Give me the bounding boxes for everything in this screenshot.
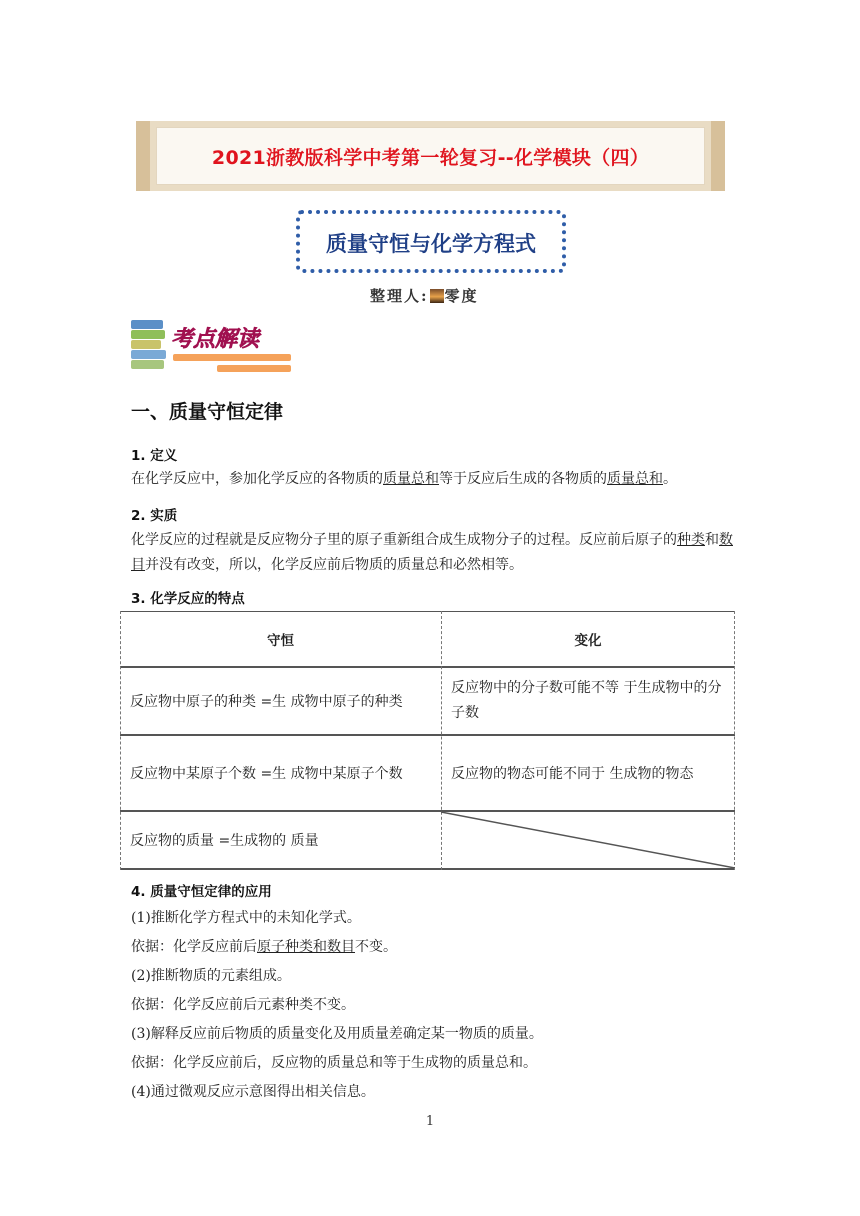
essence-underline-1: 种类 xyxy=(677,532,705,548)
table-cell: 反应物中某原子个数 =生 成物中某原子个数 xyxy=(130,766,403,782)
application-item-2: (2)推断物质的元素组成。 xyxy=(131,968,291,984)
section-badge xyxy=(131,318,293,376)
essence-text-b: 和 xyxy=(705,532,719,548)
sub-heading-characteristics: 3. 化学反应的特点 xyxy=(131,591,245,607)
sub-heading-applications: 4. 质量守恒定律的应用 xyxy=(131,884,272,900)
essence-paragraph xyxy=(131,528,733,578)
table-cell: 反应物中的分子数可能不等 于生成物中的分子数 xyxy=(451,680,722,721)
definition-text-c: 。 xyxy=(663,471,677,487)
characteristics-table xyxy=(120,611,735,870)
basis1-text-b: 不变。 xyxy=(355,939,397,955)
basis1-text-a: 依据：化学反应前后 xyxy=(131,939,257,955)
application-item-1: (1)推断化学方程式中的未知化学式。 xyxy=(131,910,361,926)
badge-label: 考点解读 xyxy=(171,327,260,352)
organizer-avatar-icon xyxy=(430,289,444,303)
section-heading: 一、质量守恒定律 xyxy=(131,401,284,423)
badge-bar-1 xyxy=(173,354,291,361)
definition-underline-1: 质量总和 xyxy=(383,471,439,487)
essence-text-a: 化学反应的过程就是反应物分子里的原子重新组合成生成物分子的过程。反应前后原子的 xyxy=(131,532,677,548)
application-item-4: (4)通过微观反应示意图得出相关信息。 xyxy=(131,1084,375,1100)
page-number: 1 xyxy=(425,1114,435,1129)
table-header-conserved: 守恒 xyxy=(267,633,294,649)
sub-heading-definition: 1. 定义 xyxy=(131,448,178,464)
books-icon xyxy=(131,318,167,376)
document-title: 2021浙教版科学中考第一轮复习--化学模块（四） xyxy=(211,147,650,169)
essence-text-c: 并没有改变，所以，化学反应前后物质的质量总和必然相等。 xyxy=(145,557,523,573)
definition-underline-2: 质量总和 xyxy=(607,471,663,487)
table-cell: 反应物的物态可能不同于 生成物的物态 xyxy=(451,766,694,782)
basis1-underline: 原子种类和数目 xyxy=(257,939,355,955)
topic-box xyxy=(296,210,566,273)
sub-heading-essence: 2. 实质 xyxy=(131,508,178,524)
organizer-prefix: 整理人: xyxy=(370,287,429,305)
diagonal-slash xyxy=(441,812,735,868)
topic-title: 质量守恒与化学方程式 xyxy=(326,232,536,256)
application-basis-1 xyxy=(131,935,733,960)
application-basis-2: 依据：化学反应前后元素种类不变。 xyxy=(131,997,355,1013)
organizer-name: 零度 xyxy=(444,287,479,305)
title-banner xyxy=(136,121,725,191)
table-cell: 反应物的质量 =生成物的 质量 xyxy=(130,833,319,849)
application-item-3: (3)解释反应前后物质的质量变化及用质量差确定某一物质的质量。 xyxy=(131,1026,543,1042)
badge-bar-2 xyxy=(217,365,291,372)
application-basis-3: 依据：化学反应前后，反应物的质量总和等于生成物的质量总和。 xyxy=(131,1055,537,1071)
essence-underline-2: 数目 xyxy=(131,532,733,573)
definition-text-b: 等于反应后生成的各物质的 xyxy=(439,471,607,487)
organizer-line xyxy=(370,285,479,306)
definition-text-a: 在化学反应中，参加化学反应的各物质的 xyxy=(131,471,383,487)
table-header-change: 变化 xyxy=(574,633,602,649)
definition-paragraph xyxy=(131,467,733,492)
table-cell: 反应物中原子的种类 =生 成物中原子的种类 xyxy=(130,694,403,710)
